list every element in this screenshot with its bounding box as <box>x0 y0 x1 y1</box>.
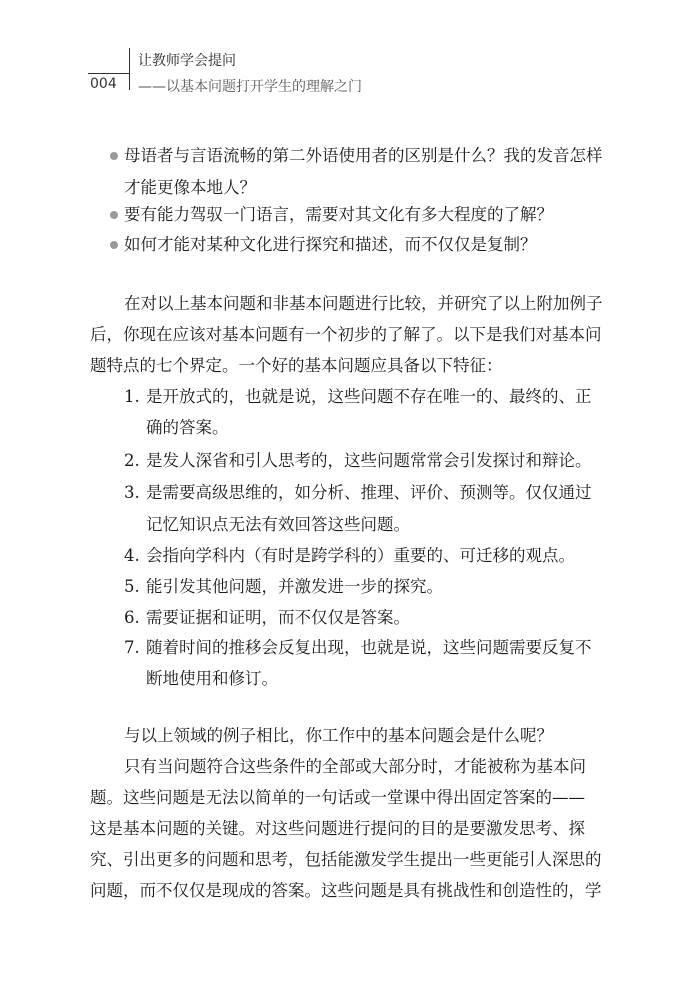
paragraph-line: 只有当问题符合这些条件的全部或大部分时，才能被称为基本问 <box>124 757 586 776</box>
feature-text-line: 记忆知识点无法有效回答这些问题。 <box>146 515 410 534</box>
paragraph-line: 后，你现在应该对基本问题有一个初步的了解了。以下是我们对基本问 <box>90 325 602 344</box>
bullet-text-line: 母语者与言语流畅的第二外语使用者的区别是什么？我的发音怎样 <box>124 146 603 165</box>
feature-text-line: 是发人深省和引人思考的，这些问题常常会引发探讨和辩论。 <box>146 451 592 470</box>
paragraph-line: 这是基本问题的关键。对这些问题进行提问的目的是要激发思考、探 <box>90 819 585 838</box>
bullet-text-line: 要有能力驾驭一门语言，需要对其文化有多大程度的了解？ <box>124 205 553 224</box>
feature-number: 1. <box>124 387 140 406</box>
bullet-dot-icon <box>110 152 118 160</box>
feature-text-line: 能引发其他问题，并激发进一步的探究。 <box>146 577 443 596</box>
paragraph-line: 题特点的七个界定。一个好的基本问题应具备以下特征： <box>90 356 503 375</box>
feature-number: 4. <box>124 546 140 565</box>
page-number: 004 <box>90 76 117 92</box>
book-subtitle: ——以基本问题打开学生的理解之门 <box>138 79 362 95</box>
feature-number: 3. <box>124 483 140 502</box>
feature-number: 5. <box>124 577 140 596</box>
feature-text-line: 断地使用和修订。 <box>146 669 278 688</box>
paragraph-line: 题。这些问题是无法以简单的一句话或一堂课中得出固定答案的—— <box>90 788 585 807</box>
reflection-question: 与以上领域的例子相比，你工作中的基本问题会是什么呢？ <box>124 726 553 745</box>
feature-text-line: 是开放式的，也就是说，这些问题不存在唯一的、最终的、正 <box>146 387 592 406</box>
book-title: 让教师学会提问 <box>138 53 236 69</box>
feature-text-line: 需要证据和证明，而不仅仅是答案。 <box>146 608 410 627</box>
feature-number: 7. <box>124 638 140 657</box>
header-horizontal-rule <box>88 73 130 74</box>
feature-text-line: 确的答案。 <box>146 418 229 437</box>
feature-text-line: 会指向学科内（有时是跨学科的）重要的、可迁移的观点。 <box>146 546 575 565</box>
feature-text-line: 随着时间的推移会反复出现，也就是说，这些问题需要反复不 <box>146 638 592 657</box>
feature-number: 6. <box>124 608 140 627</box>
paragraph-line: 究、引出更多的问题和思考，包括能激发学生提出一些更能引人深思的 <box>90 850 602 869</box>
feature-number: 2. <box>124 451 140 470</box>
bullet-dot-icon <box>110 211 118 219</box>
bullet-dot-icon <box>110 241 118 249</box>
bullet-text-line: 如何才能对某种文化进行探究和描述，而不仅仅是复制？ <box>124 235 537 254</box>
bullet-text-line: 才能更像本地人？ <box>124 178 256 197</box>
paragraph-line: 问题，而不仅仅是现成的答案。这些问题是具有挑战性和创造性的，学 <box>90 881 602 900</box>
feature-text-line: 是需要高级思维的，如分析、推理、评价、预测等。仅仅通过 <box>146 483 592 502</box>
header-vertical-rule <box>129 48 130 90</box>
paragraph-line: 在对以上基本问题和非基本问题进行比较，并研究了以上附加例子 <box>124 294 603 313</box>
